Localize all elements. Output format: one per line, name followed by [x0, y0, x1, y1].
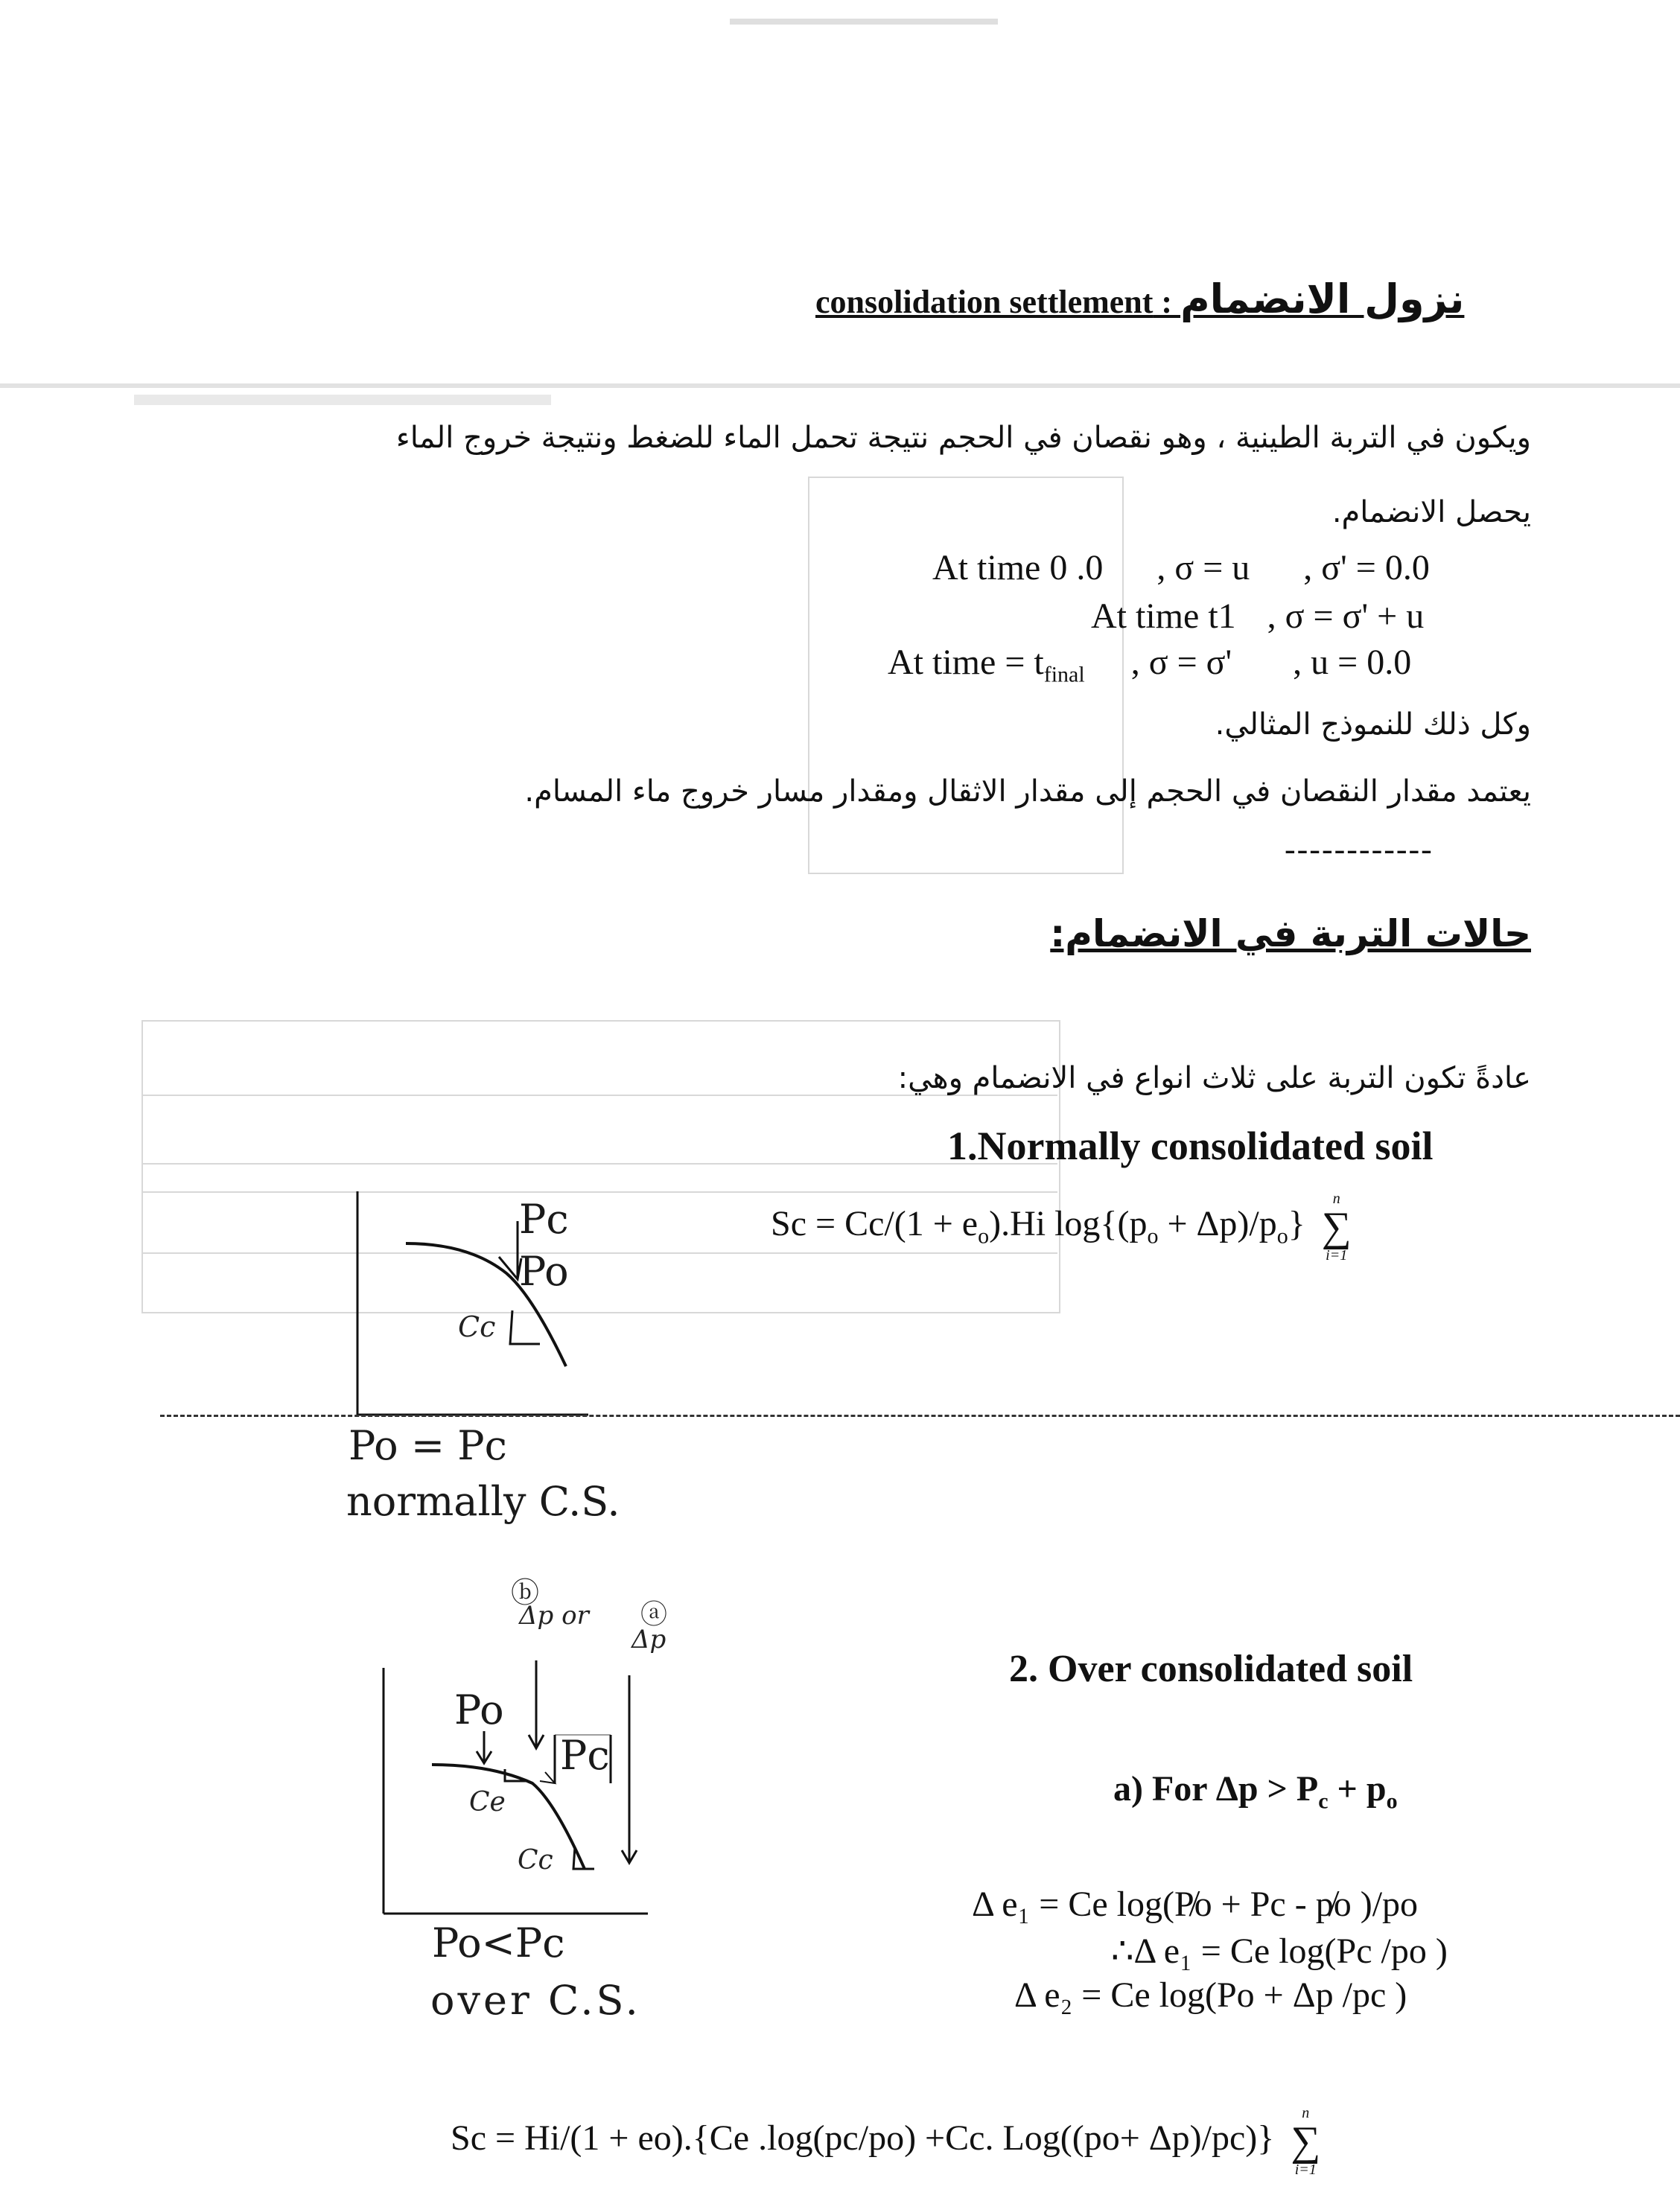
heading-arabic: نزول الانضمام	[1180, 275, 1465, 322]
over-title: 2. Over consolidated soil	[1009, 1648, 1413, 1690]
over-consolidation-diagram	[372, 1623, 670, 1921]
time-label: At time = t	[888, 643, 1044, 682]
time-sigma: , σ = u	[1156, 548, 1250, 587]
normal-label-cc: Cc	[458, 1310, 496, 1343]
dashed-divider	[160, 1415, 1680, 1417]
over-label-dp: Δp	[631, 1625, 666, 1654]
normal-consolidation-diagram	[328, 1184, 626, 1430]
over-eq-3: Δ e₂ = Ce log(Po + Δp /pc )	[1014, 1975, 1407, 2015]
over-final-formula: Sc = Hi/(1 + eo).{Ce .log(pc/po) +Cc. Log((po+ Δp)/pc)} n ∑ i=1	[451, 2105, 1321, 2178]
normal-caption-2: normally C.S.	[346, 1478, 620, 1525]
time-state-2	[888, 642, 1411, 688]
time-state-1	[1091, 596, 1424, 637]
after-times-line-2: يعتمد مقدار النقصان في الحجم إلى مقدار الاثقال ومقدار مسار خروج ماء المسام.	[524, 774, 1531, 809]
section-rule: ------------	[1285, 831, 1434, 867]
time-effective: , σ' = 0.0	[1303, 548, 1430, 587]
intro-line-1: ويكون في التربة الطينية ، وهو نقصان في الحجم نتيجة تحمل الماء للضغط ونتيجة خروج الماء	[395, 421, 1531, 455]
normal-formula: $Sc = Cc/(1 + e_o).Hi$ $\log\{(p_o + \Delta p)/p_o\}$ n ∑ i=1	[771, 1191, 1352, 1264]
over-label-b: ⓑ	[511, 1576, 540, 1609]
time-label-sub: final	[1043, 662, 1085, 687]
scan-speckle	[730, 19, 998, 25]
heading-english: consolidation settlement	[815, 284, 1154, 320]
intro-line-2: يحصل الانضمام.	[1331, 495, 1531, 529]
over-caption-2: over C.S.	[430, 1977, 641, 2024]
cases-intro: عادةً تكون التربة على ثلاث انواع في الانضمام وهي:	[897, 1061, 1531, 1095]
normal-title: 1.Normally consolidated soil	[947, 1124, 1434, 1168]
after-times-line-1: وكل ذلك للنموذج المثالي.	[1215, 707, 1531, 742]
normal-label-po: Po	[519, 1248, 569, 1295]
over-case-a: a) For $\Delta p > P_c + p_o$	[1113, 1769, 1398, 1814]
time-sigma: , σ = σ'	[1130, 643, 1232, 682]
over-caption-1: Po<Pc	[432, 1920, 565, 1966]
over-label-pc: Pc	[560, 1732, 610, 1779]
time-pore: , u = 0.0	[1293, 643, 1412, 682]
over-eq-1: Δ e₁ = Ce log(P̸o + Pc - p̸o )/po	[972, 1885, 1419, 1924]
scan-speckle	[0, 383, 1680, 388]
over-label-dp-or: Δp or	[519, 1601, 589, 1631]
bleed-through-table-row	[141, 1095, 1057, 1165]
cases-heading: حالات التربة في الانضمام:	[1050, 912, 1531, 955]
over-label-a: ⓐ	[640, 1599, 668, 1630]
over-label-cc: Cc	[518, 1845, 553, 1876]
normal-label-pc: Pc	[519, 1196, 569, 1243]
normal-caption-1: Po = Pc	[349, 1422, 507, 1469]
summation-symbol: n ∑ i=1	[1321, 1191, 1352, 1264]
over-label-ce: Ce	[469, 1787, 506, 1818]
over-label-po: Po	[454, 1686, 504, 1733]
scan-speckle	[134, 395, 551, 405]
heading-separator: :	[1153, 284, 1181, 320]
summation-symbol: n ∑ i=1	[1291, 2105, 1321, 2178]
time-state-0	[932, 547, 1430, 588]
page-heading	[815, 275, 1464, 322]
over-eq-2: ∴Δ e₁ = Ce log(Pc /po )	[1111, 1931, 1448, 1971]
time-sigma: , σ = σ' + u	[1267, 596, 1425, 636]
time-label: At time t1	[1091, 596, 1236, 636]
time-label: At time 0 .0	[932, 548, 1104, 587]
